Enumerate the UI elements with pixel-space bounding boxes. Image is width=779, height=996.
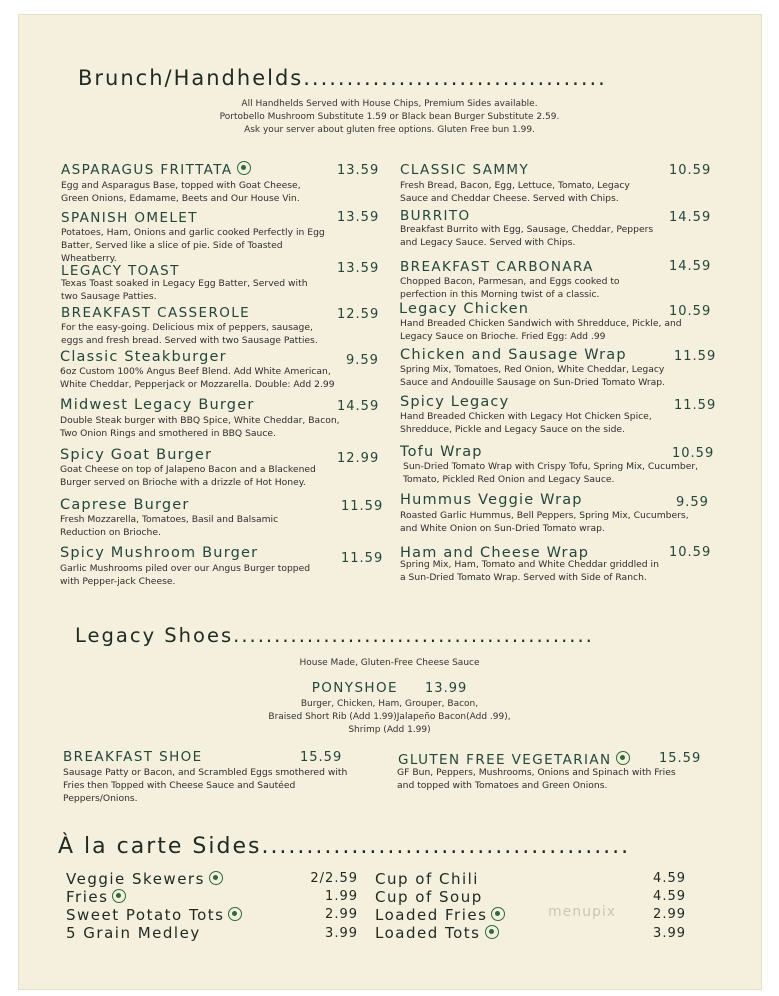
dish-desc: Sun-Dried Tomato Wrap with Crispy Tofu, Spring Mix, Cucumber, Tomato, Pickled Red Onion and Legacy Sauce. [403,461,699,485]
ponyshoe-desc-1: Burger, Chicken, Ham, Grouper, Bacon, [300,699,479,709]
gluten-free-icon [209,871,223,885]
side-price: 2/2.59 [310,871,358,886]
gluten-free-icon [616,751,630,765]
dish-desc: Spring Mix, Ham, Tomato and White Cheddar griddled in a Sun-Dried Tomato Wrap. Served with Side of Ranch. [400,559,659,583]
dish-desc: Double Steak burger with BBQ Spice, White Cheddar, Bacon, Two Onion Rings and smothered in BBQ Sauce. [60,415,340,439]
dish-price: 10.59 [669,163,712,178]
dish-desc: Hand Breaded Chicken Sandwich with Shredduce, Pickle, and Legacy Sauce on Brioche. Fried Egg: Add .99 [400,318,682,342]
gluten-free-icon [491,907,505,921]
dish-price: 15.59 [300,750,343,765]
side-item [66,888,126,906]
dish-desc: Egg and Asparagus Base, topped with Goat Cheese, Green Onions, Edamame, Beets and Our House Vin. [61,180,301,204]
side-name: Loaded Fries [375,906,488,924]
dish-price: 12.99 [337,451,380,466]
dish-price: 14.59 [669,210,712,225]
ponyshoe-desc-2: Braised Short Rib (Add 1.99)Jalapeño Bacon(Add .99), [268,712,511,722]
dish-price: 15.59 [659,751,702,766]
dish-desc: GF Bun, Peppers, Mushrooms, Onions and Spinach with Fries and topped with Tomatoes and Green Onions. [397,767,676,791]
dish-price: 11.59 [341,551,384,566]
dish-price: 9.59 [676,495,709,510]
dish-name: Legacy Chicken [399,301,530,317]
side-price: 2.99 [653,907,686,922]
dish-price: 12.59 [337,307,380,322]
dish-name: Spicy Legacy [400,394,510,410]
side-item [66,906,242,924]
dish-price: 11.59 [674,349,717,364]
ponyshoe-desc-3: Shrimp (Add 1.99) [348,725,431,735]
side-name: 5 Grain Medley [66,924,201,942]
side-item [375,906,505,924]
gluten-free-icon [485,925,499,939]
side-price: 4.59 [653,889,686,904]
dish-price: 13.59 [337,261,380,276]
dish-price: 9.59 [346,353,379,368]
section-title-sides: À la carte Sides......................................... [58,834,631,859]
gluten-free-icon [112,889,126,903]
dish-desc: Garlic Mushrooms piled over our Angus Burger topped with Pepper-jack Cheese. [60,563,311,587]
gluten-free-icon [228,907,242,921]
dish-name: Midwest Legacy Burger [60,397,255,413]
dish-desc: Chopped Bacon, Parmesan, and Eggs cooked to perfection in this Morning twist of a classic. [400,276,620,300]
dish-name: Hummus Veggie Wrap [400,492,583,508]
dish-desc: 6oz Custom 100% Angus Beef Blend. Add White American, White Cheddar, Pepperjack or Mozzarella. Double: Add 2.99 [60,366,335,390]
side-item [375,870,479,888]
dish-price: 10.59 [669,304,712,319]
dish-desc: Potatoes, Ham, Onions and garlic cooked Perfectly in Egg Batter, Served like a slice of pie. Side of Toasted Wheatberry. [61,227,325,264]
dish-name: Caprese Burger [60,497,190,513]
dish-name-text: GLUTEN FREE VEGETARIAN [398,752,612,768]
dish-desc: Hand Breaded Chicken with Legacy Hot Chicken Spice, Shredduce, Pickle and Legacy Sauce on the side. [400,411,652,435]
dish-name: Ham and Cheese Wrap [400,545,590,561]
dish-name [61,161,251,178]
side-item [375,924,499,942]
side-name: Cup of Chili [375,870,479,888]
dish-name [398,751,630,768]
brunch-note-1: All Handhelds Served with House Chips, Premium Sides available. [241,99,538,109]
dish-desc: Goat Cheese on top of Jalapeno Bacon and a Blackened Burger served on Brioche with a drizzle of Hot Honey. [60,464,316,488]
dish-name: CLASSIC SAMMY [400,162,530,178]
dish-name: SPANISH OMELET [61,210,198,226]
dish-name: Classic Steakburger [60,349,227,365]
dish-desc: Roasted Garlic Hummus, Bell Peppers, Spring Mix, Cucumbers, and White Onion on Sun-Dried Tomato wrap. [400,510,689,534]
dish-name: BREAKFAST SHOE [63,749,203,765]
dish-price: 14.59 [337,399,380,414]
ponyshoe-header [0,677,779,696]
dish-name: Tofu Wrap [400,444,483,460]
dish-name: Spicy Goat Burger [60,447,213,463]
dish-price: 11.59 [674,398,717,413]
section-title-shoes: Legacy Shoes............................................ [75,624,594,647]
side-name: Fries [66,888,109,906]
dish-desc: For the easy-going. Delicious mix of peppers, sausage, eggs and fresh bread. Served with two Sausage Patties. [61,322,318,346]
side-price: 1.99 [325,889,358,904]
side-name: Loaded Tots [375,924,481,942]
dish-price: 14.59 [669,259,712,274]
section-title-brunch: Brunch/Handhelds................................... [78,66,607,90]
dish-desc: Fresh Mozzarella, Tomatoes, Basil and Balsamic Reduction on Brioche. [60,514,279,538]
side-price: 3.99 [325,926,358,941]
dish-desc: Breakfast Burrito with Egg, Sausage, Cheddar, Peppers and Legacy Sauce. Served with Chips. [400,224,654,248]
dish-name: BURRITO [400,208,471,224]
dish-name: BREAKFAST CASSEROLE [61,305,251,321]
dish-name: PONYSHOE [311,680,398,696]
dish-name: BREAKFAST CARBONARA [400,259,594,275]
shoes-note: House Made, Gluten-Free Cheese Sauce [299,658,480,668]
side-price: 2.99 [325,907,358,922]
dish-desc: Spring Mix, Tomatoes, Red Onion, White Cheddar, Legacy Sauce and Andouille Sausage on Sun-Dried Tomato Wrap. [400,364,666,388]
dish-price: 13.99 [425,681,468,696]
side-price: 3.99 [653,926,686,941]
dish-name: Chicken and Sausage Wrap [400,347,627,363]
dish-price: 13.59 [337,210,380,225]
dish-price: 10.59 [672,446,715,461]
dish-desc: Texas Toast soaked in Legacy Egg Batter, Served with two Sausage Patties. [61,278,308,302]
brunch-note-3: Ask your server about gluten free options. Gluten Free bun 1.99. [244,125,535,135]
side-name: Sweet Potato Tots [66,906,225,924]
gluten-free-icon [237,161,251,175]
dish-desc: Fresh Bread, Bacon, Egg, Lettuce, Tomato, Legacy Sauce and Cheddar Cheese. Served with Chips. [400,180,630,204]
dish-price: 11.59 [341,499,384,514]
dish-price: 10.59 [669,545,712,560]
side-name: Cup of Soup [375,888,483,906]
side-item [66,924,201,942]
watermark: menupix [548,904,617,920]
side-item [66,870,223,888]
dish-name: LEGACY TOAST [61,263,180,279]
side-name: Veggie Skewers [66,870,205,888]
dish-name-text: ASPARAGUS FRITTATA [61,162,233,178]
dish-desc: Sausage Patty or Bacon, and Scrambled Eggs smothered with Fries then Topped with Cheese Sauce and Sautéed Peppers/Onions. [63,767,348,804]
brunch-note-2: Portobello Mushroom Substitute 1.59 or Black bean Burger Substitute 2.59. [219,112,560,122]
side-item [375,888,483,906]
dish-name: Spicy Mushroom Burger [60,545,259,561]
side-price: 4.59 [653,871,686,886]
dish-price: 13.59 [337,163,380,178]
